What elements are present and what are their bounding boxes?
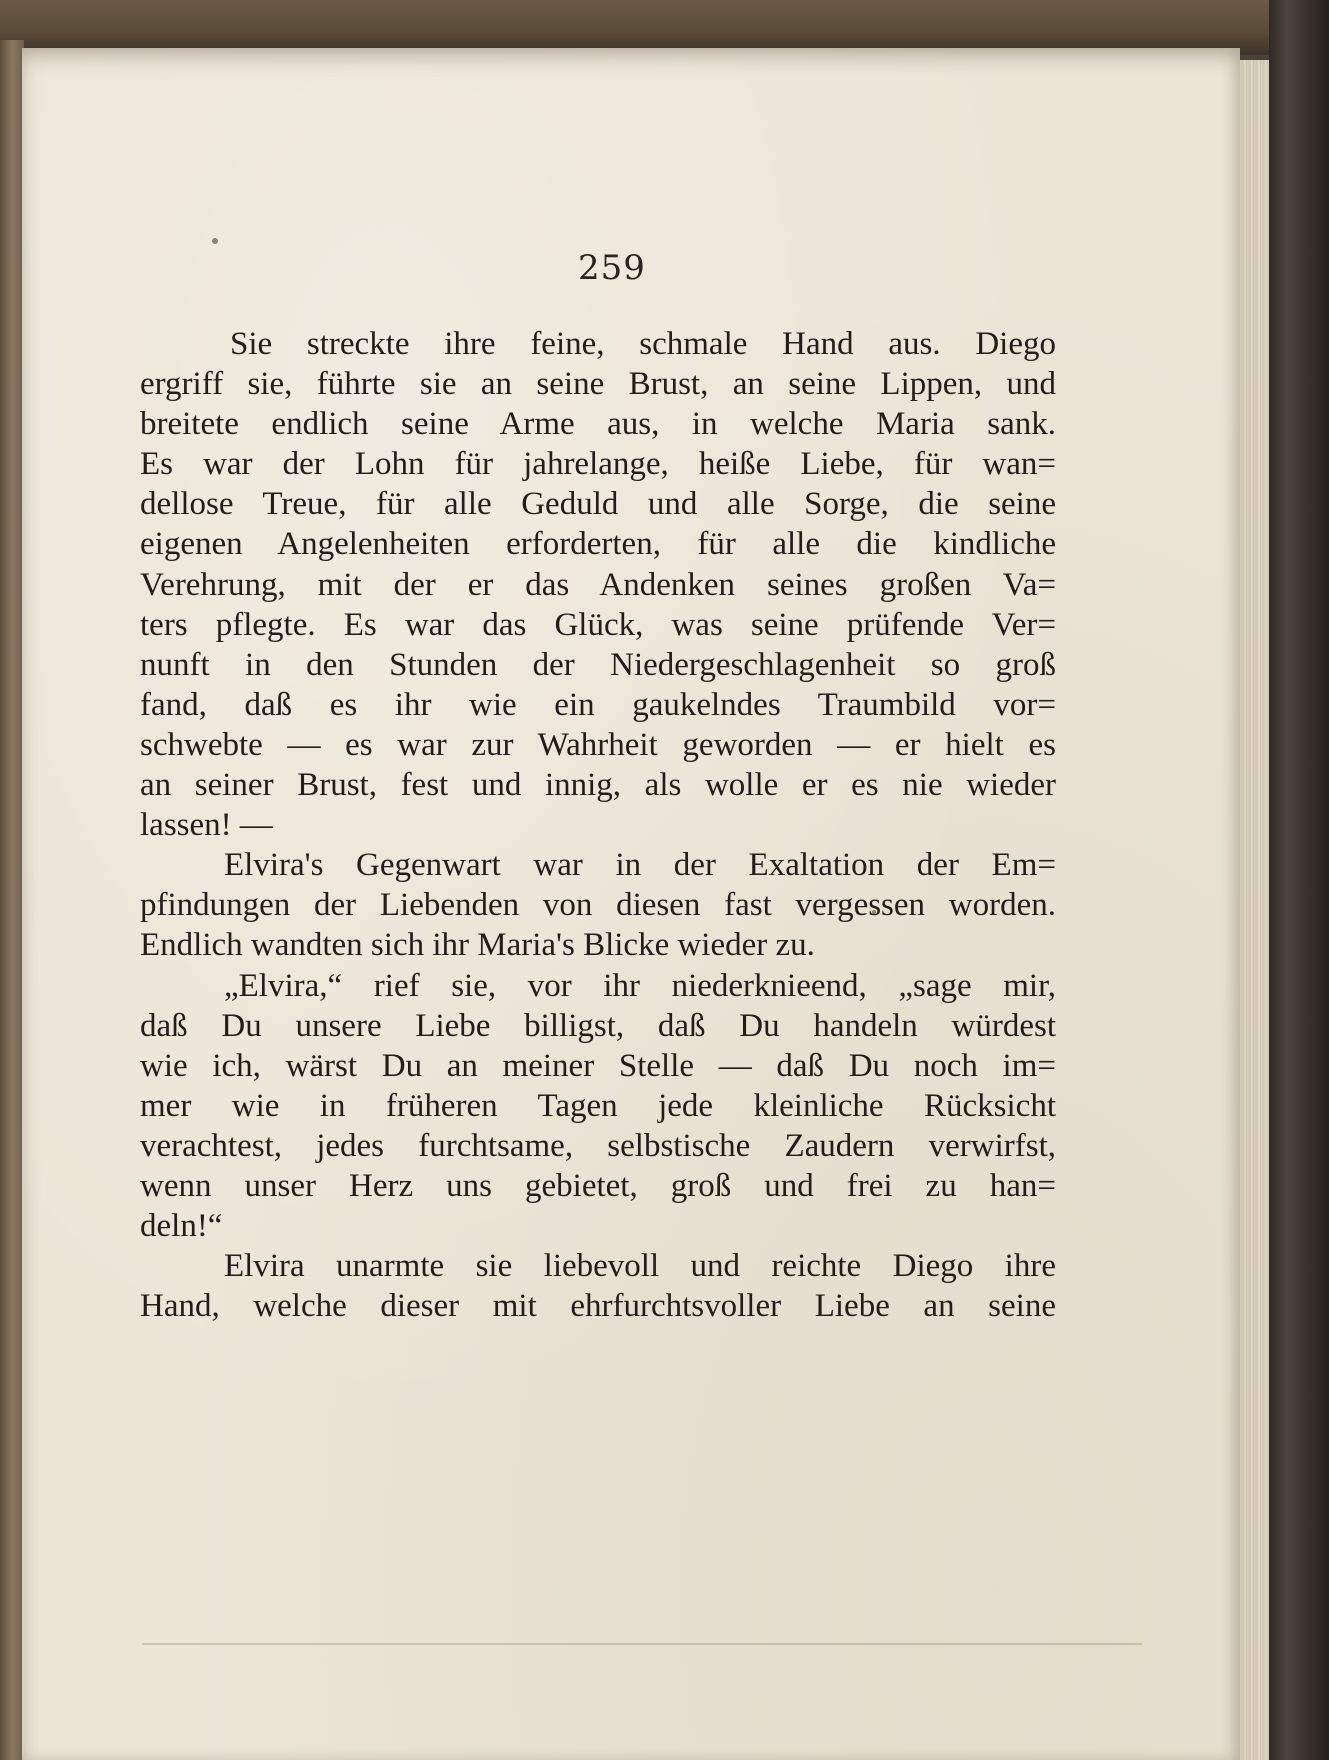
text-line: Es war der Lohn für jahrelange, heiße Liebe, für wan= xyxy=(140,446,1056,483)
text-line: fand, daß es ihr wie ein gaukelndes Traumbild vor= xyxy=(140,686,1056,723)
page-number: 259 xyxy=(578,248,646,288)
paper-speck xyxy=(212,238,218,244)
text-line: nunft in den Stunden der Niedergeschlagenheit so groß xyxy=(140,646,1056,683)
text-line: ergriff sie, führte sie an seine Brust, an seine Lippen, und xyxy=(140,366,1056,403)
book-spine-left-edge xyxy=(0,40,24,1760)
text-line: lassen! — xyxy=(140,807,273,844)
text-line: Elvira unarmte sie liebevoll und reichte Diego ihre xyxy=(224,1248,1056,1285)
text-line: verachtest, jedes furchtsame, selbstische Zaudern verwirfst, xyxy=(140,1127,1056,1164)
text-line: an seiner Brust, fest und innig, als wolle er es nie wieder xyxy=(140,767,1056,804)
body-text xyxy=(140,324,1056,1326)
text-line: Verehrung, mit der er das Andenken seines großen Va= xyxy=(140,566,1056,603)
text-line: daß Du unsere Liebe billigst, daß Du handeln würdest xyxy=(140,1007,1056,1044)
book-page xyxy=(22,48,1240,1760)
text-line: Elvira's Gegenwart war in der Exaltation der Em= xyxy=(224,847,1056,884)
text-line: mer wie in früheren Tagen jede kleinliche Rücksicht xyxy=(140,1087,1056,1124)
text-line: dellose Treue, für alle Geduld und alle Sorge, die seine xyxy=(140,486,1056,523)
book-cover-top-edge xyxy=(0,0,1329,55)
text-line: schwebte — es war zur Wahrheit geworden — er hielt es xyxy=(140,726,1056,763)
text-line: ters pflegte. Es war das Glück, was seine prüfende Ver= xyxy=(140,606,1056,643)
text-line: wie ich, wärst Du an meiner Stelle — daß Du noch im= xyxy=(140,1047,1056,1084)
text-line: eigenen Angelenheiten erforderten, für alle die kindliche xyxy=(140,526,1056,563)
text-line: Hand, welche dieser mit ehrfurchtsvoller Liebe an seine xyxy=(140,1288,1056,1325)
text-line: pfindungen der Liebenden von diesen fast vergessen worden. xyxy=(140,887,1056,924)
text-line: Endlich wandten sich ihr Maria's Blicke wieder zu. xyxy=(140,927,815,964)
book-cover-right-edge xyxy=(1269,0,1329,1760)
text-line: „Elvira,“ rief sie, vor ihr niederknieend, „sage mir, xyxy=(224,967,1056,1004)
text-line: breitete endlich seine Arme aus, in welche Maria sank. xyxy=(140,406,1056,443)
page-bottom-crease xyxy=(142,1643,1142,1645)
text-line: deln!“ xyxy=(140,1208,223,1245)
text-line: Sie streckte ihre feine, schmale Hand aus. Diego xyxy=(230,326,1056,362)
text-line: wenn unser Herz uns gebietet, groß und frei zu han= xyxy=(140,1167,1056,1204)
